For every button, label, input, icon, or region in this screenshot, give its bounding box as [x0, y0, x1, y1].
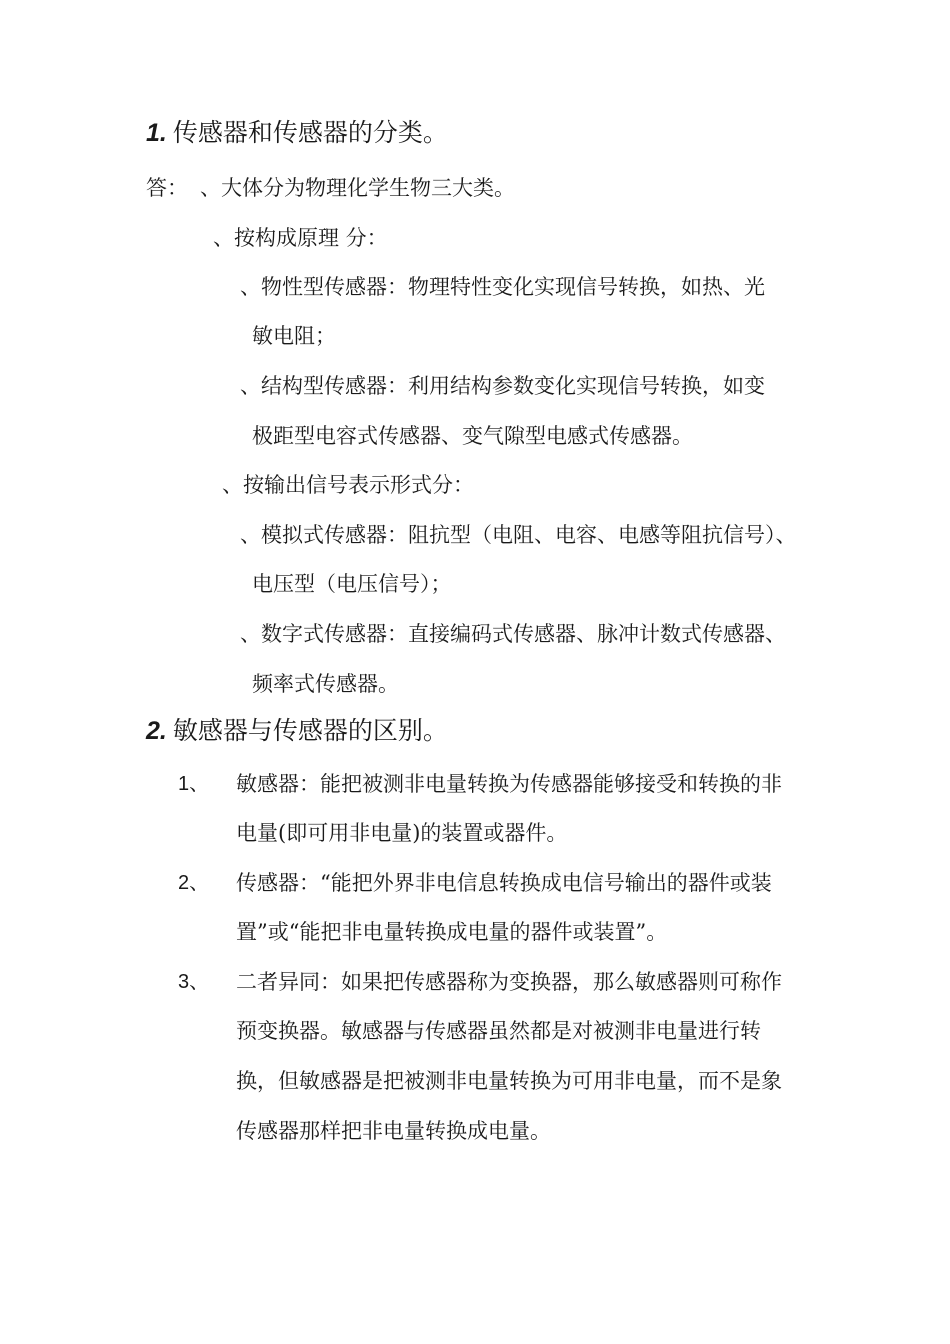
section-2-title: 敏感器与传感器的区别。: [172, 716, 448, 745]
list-item-text: 二者异同：如果把传感器称为变换器，那么敏感器则可称作: [236, 970, 782, 994]
list-item-text: 敏感器：能把被测非电量转换为传感器能够接受和转换的非: [236, 772, 782, 796]
list-item-text: 换，但敏感器是把被测非电量转换为可用非电量，而不是象: [236, 1069, 782, 1093]
list-item-text: 传感器那样把非电量转换成电量。: [236, 1119, 551, 1143]
list-item-text: 预变换器。敏感器与传感器虽然都是对被测非电量进行转: [236, 1019, 761, 1043]
answer-label: 答：: [146, 176, 188, 200]
classification-line: 频率式传感器。: [252, 672, 399, 696]
section-1-heading: [146, 117, 448, 149]
section-1-title: 传感器和传感器的分类。: [172, 118, 448, 147]
list-marker: 2、: [178, 872, 210, 894]
classification-line: 敏电阻；: [252, 324, 336, 348]
list-marker: 3、: [178, 971, 210, 993]
classification-line: 电压型（电压信号）；: [252, 572, 452, 596]
section-2-heading: [146, 715, 448, 747]
classification-line: 、结构型传感器：利用结构参数变化实现信号转换，如变: [240, 374, 765, 398]
classification-line: 极距型电容式传感器、变气隙型电感式传感器。: [252, 424, 693, 448]
classification-line: 、模拟式传感器：阻抗型（电阻、电容、电感等阻抗信号）、: [240, 523, 797, 547]
list-item-text: 传感器：“能把外界非电信息转换成电信号输出的器件或装: [236, 871, 772, 895]
classification-line: 、按构成原理 分：: [213, 226, 388, 250]
list-item-text: 电量(即可用非电量)的装置或器件。: [236, 821, 568, 845]
classification-line: 、按输出信号表示形式分：: [222, 473, 474, 497]
classification-line: 、大体分为物理化学生物三大类。: [200, 176, 515, 200]
list-item-text: 置”或“能把非电量转换成电量的器件或装置”。: [236, 920, 668, 944]
list-marker: 1、: [178, 773, 210, 795]
classification-line: 、物性型传感器：物理特性变化实现信号转换，如热、光: [240, 275, 765, 299]
classification-line: 、数字式传感器：直接编码式传感器、脉冲计数式传感器、: [240, 622, 786, 646]
section-2-number: 2.: [146, 717, 167, 745]
section-1-number: 1.: [146, 119, 167, 147]
